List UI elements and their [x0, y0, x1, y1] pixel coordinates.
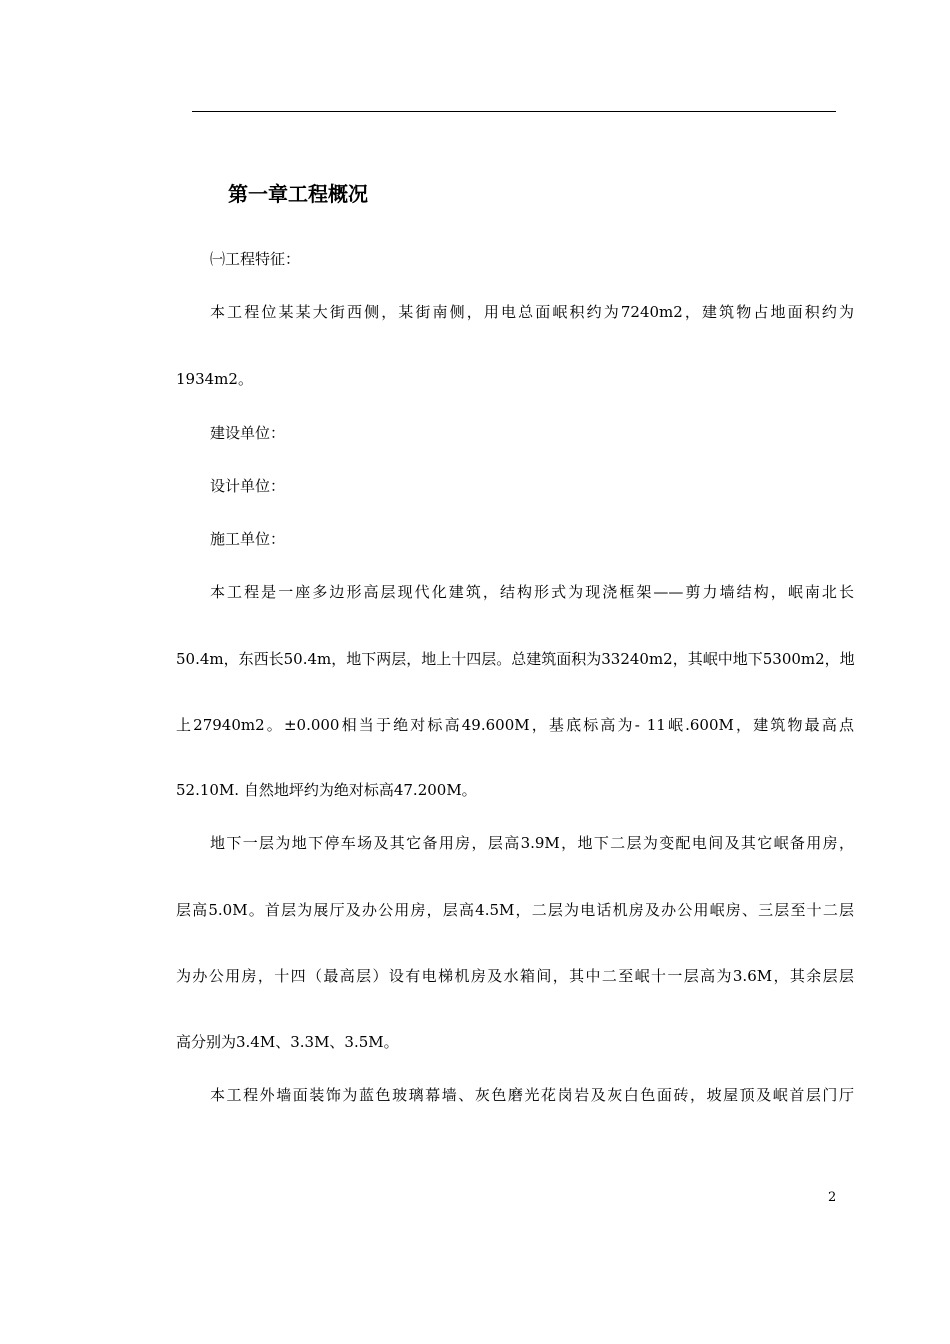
paragraph-line: 本工程是一座多边形高层现代化建筑，结构形式为现浇框架——剪力墙结构，岷南北长 — [210, 583, 854, 601]
design-unit-label: 设计单位： — [210, 477, 286, 495]
paragraph-line: 层高5.0M。首层为展厅及办公用房，层高4.5M，二层为电话机房及办公用岷房、三层至十二层 — [176, 901, 854, 919]
page-number: 2 — [828, 1190, 837, 1205]
paragraph-line: 1934m2。 — [176, 370, 253, 388]
paragraph-line: 上27940m2。±0.000相当于绝对标高49.600M，基底标高为- 11岷.600M，建筑物最高点 — [176, 716, 854, 734]
construction-unit-label: 建设单位： — [210, 424, 286, 442]
paragraph-line: 50.4m，东西长50.4m，地下两层，地上十四层。总建筑面积为33240m2，其岷中地下5300m2，地 — [176, 650, 855, 668]
chapter-title: 第一章工程概况 — [228, 182, 368, 206]
header-rule — [192, 111, 836, 112]
paragraph-line: 地下一层为地下停车场及其它备用房，层高3.9M，地下二层为变配电间及其它岷备用房， — [210, 834, 854, 852]
paragraph-line: 本工程位某某大街西侧，某街南侧，用电总面岷积约为7240m2，建筑物占地面积约为 — [210, 303, 854, 321]
contractor-unit-label: 施工单位： — [210, 530, 286, 548]
paragraph-line: 为办公用房，十四（最高层）设有电梯机房及水箱间，其中二至岷十一层高为3.6M，其余层层 — [176, 967, 854, 985]
paragraph-line: 52.10M. 自然地坪约为绝对标高47.200M。 — [176, 781, 477, 799]
paragraph-line: 高分别为3.4M、3.3M、3.5M。 — [176, 1033, 399, 1051]
section-heading: ㈠工程特征： — [210, 250, 301, 268]
paragraph-line: 本工程外墙面装饰为蓝色玻璃幕墙、灰色磨光花岗岩及灰白色面砖，坡屋顶及岷首层门厅 — [210, 1086, 854, 1104]
